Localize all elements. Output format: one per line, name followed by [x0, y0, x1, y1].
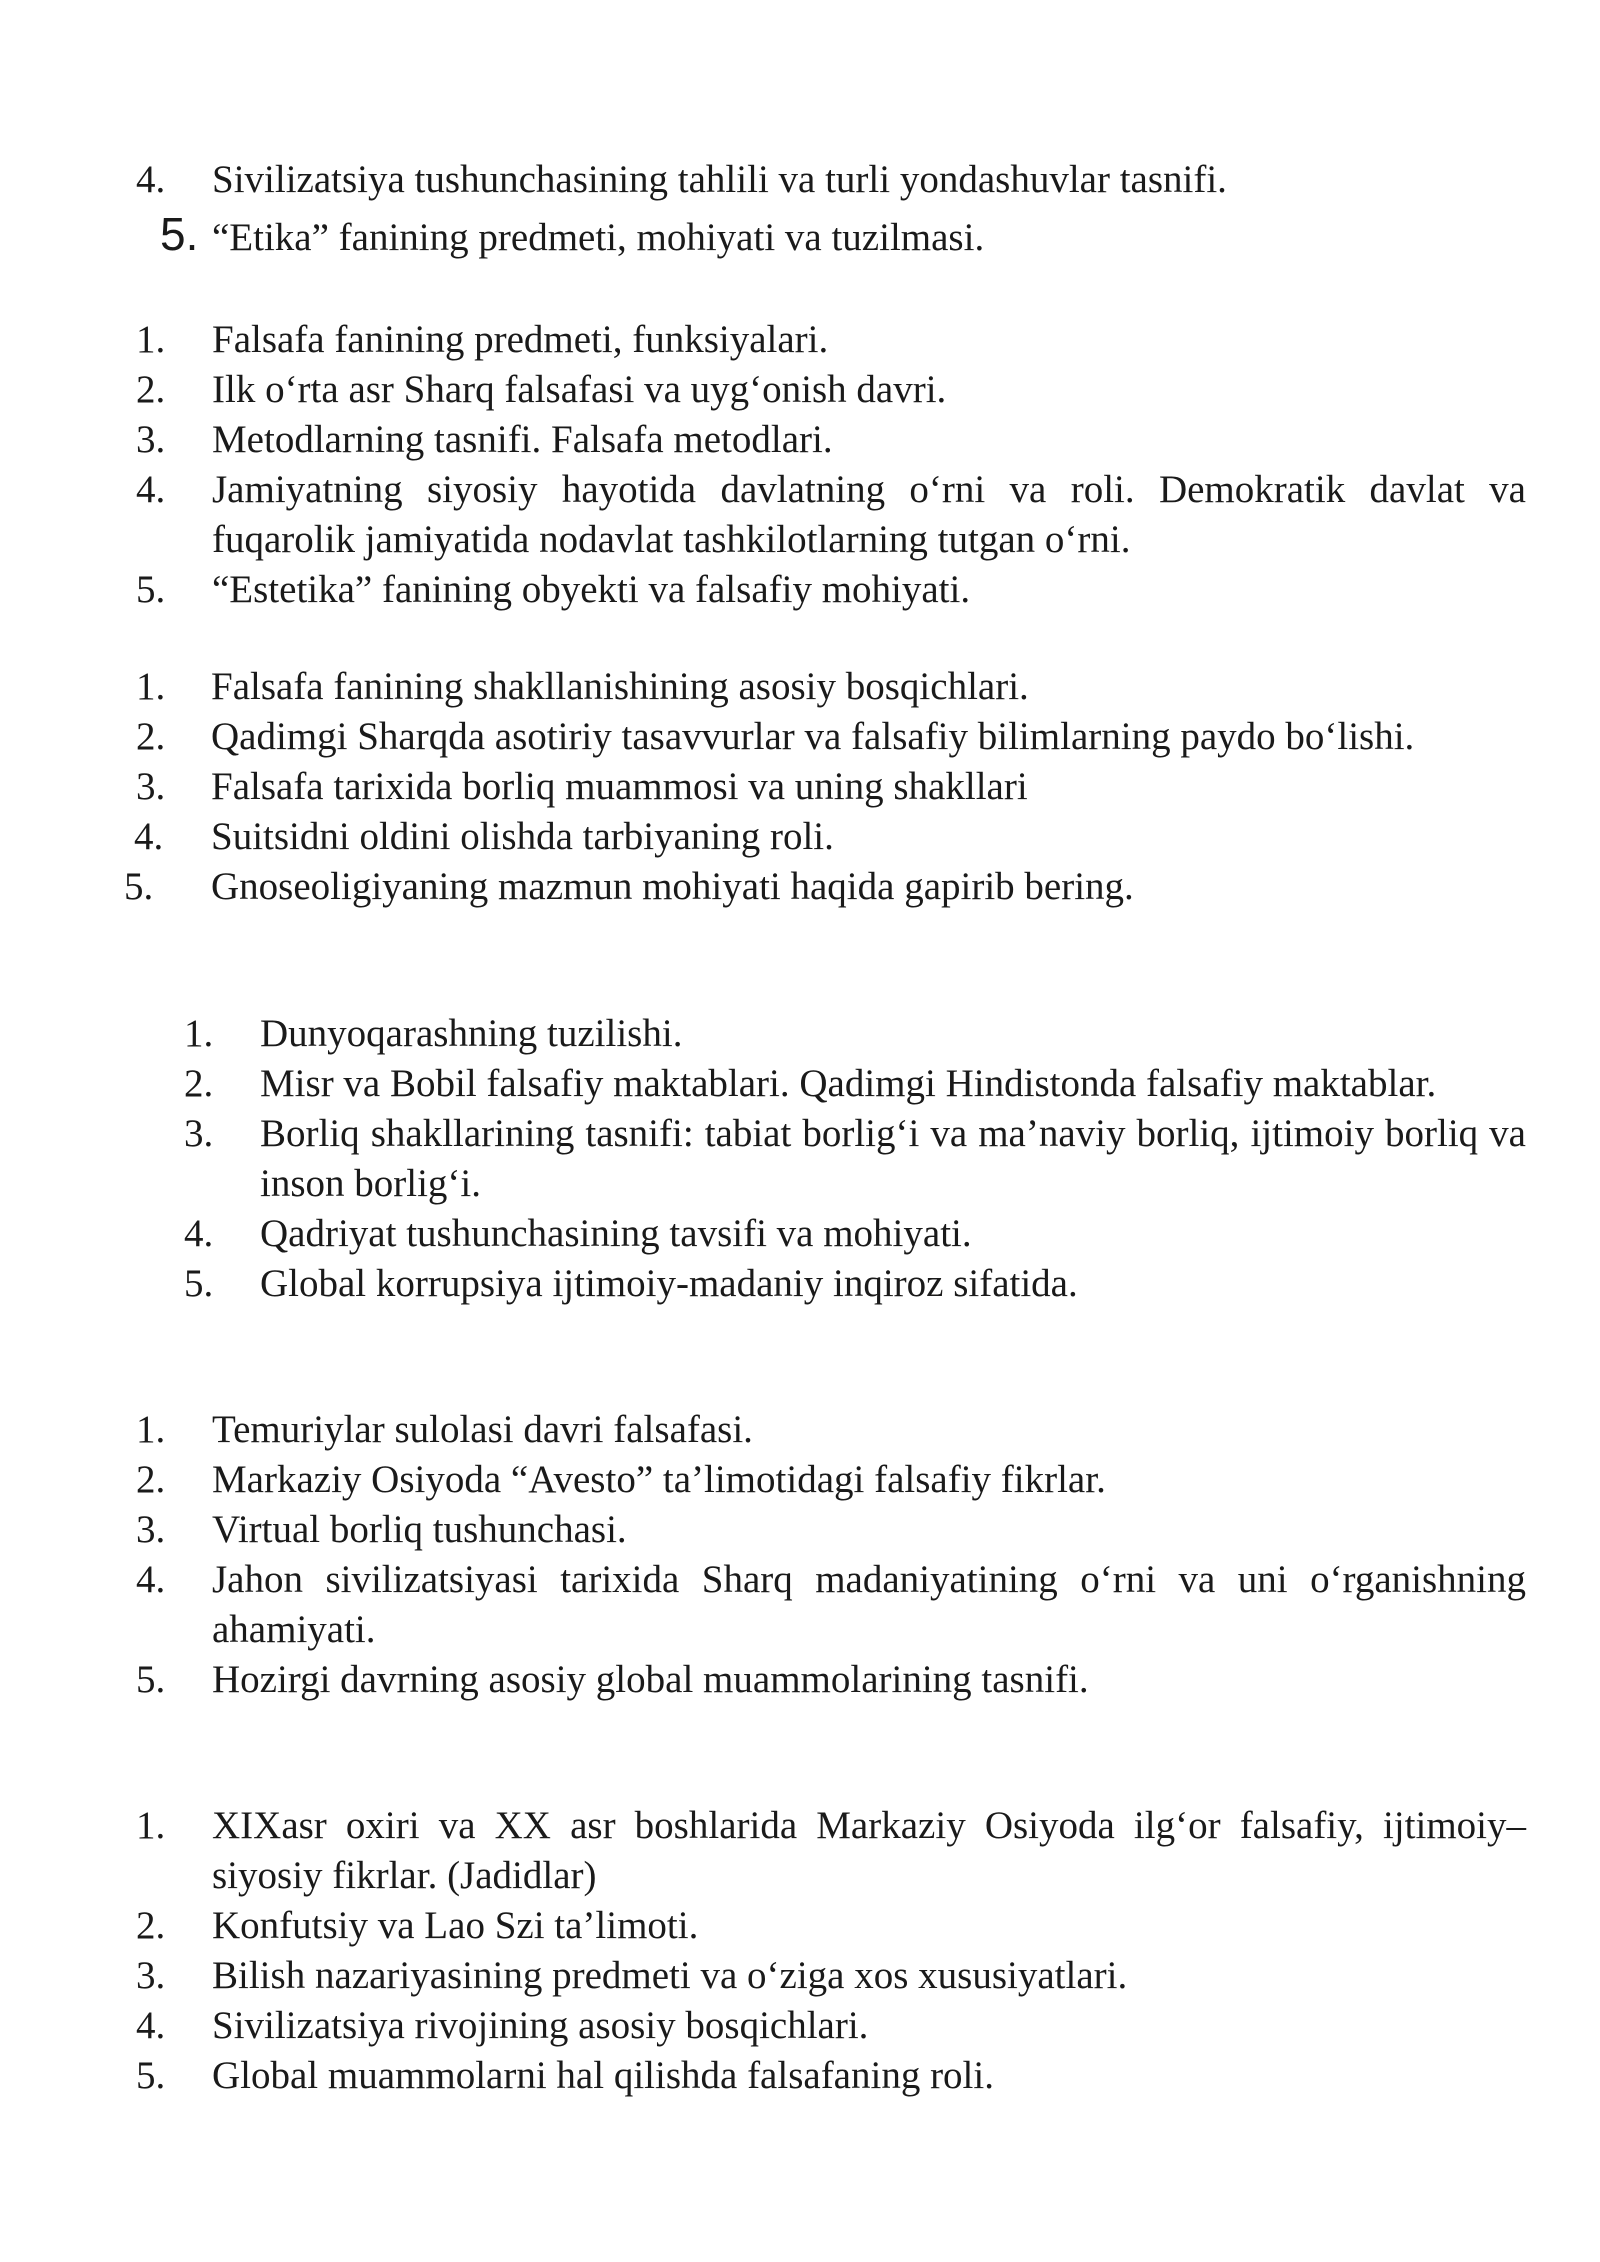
item-text: Global muammolarni hal qilishda falsafaning roli.: [212, 2054, 994, 2097]
item-text: Qadriyat tushunchasining tavsifi va mohiyati.: [260, 1212, 972, 1255]
item-text: Markaziy Osiyoda “Avesto” ta’limotidagi falsafiy fikrlar.: [212, 1458, 1106, 1501]
list-item: [0, 155, 1600, 205]
item-number: 4.: [136, 2004, 166, 2047]
item-number: 1.: [136, 1804, 166, 1847]
item-number: 1.: [136, 1408, 166, 1451]
item-text: Misr va Bobil falsafiy maktablari. Qadimgi Hindistonda falsafiy maktablar.: [260, 1062, 1437, 1105]
item-text: Ilk o‘rta asr Sharq falsafasi va uyg‘onish davri.: [212, 368, 947, 411]
list-item: [0, 862, 1600, 912]
list-item: [0, 2001, 1600, 2051]
item-text: Metodlarning tasnifi. Falsafa metodlari.: [212, 418, 833, 461]
item-text: Virtual borliq tushunchasi.: [212, 1508, 627, 1551]
item-number: 4.: [184, 1212, 214, 1255]
list-item: [0, 1505, 1600, 1555]
item-number: 5.: [136, 1658, 166, 1701]
item-number: 1.: [136, 665, 166, 708]
list-item: [0, 365, 1600, 415]
list-item: [0, 662, 1600, 712]
list-item: [0, 1455, 1600, 1505]
item-text: Qadimgi Sharqda asotiriy tasavvurlar va falsafiy bilimlarning paydo bo‘lishi.: [211, 715, 1415, 758]
item-number: 1.: [136, 318, 166, 361]
item-text: “Estetika” fanining obyekti va falsafiy mohiyati.: [212, 568, 971, 611]
item-number: 2.: [136, 1904, 166, 1947]
list-item: [0, 1655, 1600, 1705]
list-item: [0, 1555, 1600, 1655]
list-item: [0, 465, 1600, 565]
list-item: [0, 812, 1600, 862]
question-list-3: [0, 662, 1600, 912]
item-number: 3.: [136, 418, 166, 461]
item-text: Bilish nazariyasining predmeti va o‘ziga xos xususiyatlari.: [212, 1954, 1128, 1997]
list-item: [0, 762, 1600, 812]
list-item: [0, 1405, 1600, 1455]
item-text: Falsafa tarixida borliq muammosi va uning shakllari: [211, 765, 1028, 808]
list-item: [0, 1951, 1600, 2001]
item-text: Hozirgi davrning asosiy global muammolarining tasnifi.: [212, 1658, 1089, 1701]
item-number: 3.: [136, 1954, 166, 1997]
list-item: [0, 315, 1600, 365]
list-item: [0, 2051, 1600, 2101]
item-text: Borliq shakllarining tasnifi: tabiat borlig‘i va ma’naviy borliq, ijtimoiy borliq va inson borlig‘i.: [260, 1112, 1526, 1205]
question-list-4: [0, 1009, 1600, 1309]
list-item: [0, 415, 1600, 465]
list-item: [0, 1009, 1600, 1059]
item-text: Sivilizatsiya rivojining asosiy bosqichlari.: [212, 2004, 869, 2047]
item-number: 3.: [184, 1112, 214, 1155]
item-number: 4.: [134, 815, 164, 858]
item-number: 5.: [124, 865, 154, 908]
question-list-1: [0, 155, 1600, 263]
item-number: 4.: [136, 158, 166, 201]
item-text: Gnoseoligiyaning mazmun mohiyati haqida gapirib bering.: [211, 865, 1134, 908]
item-text: Sivilizatsiya tushunchasining tahlili va turli yondashuvlar tasnifi.: [212, 158, 1227, 201]
list-item: [0, 1259, 1600, 1309]
item-number: 3.: [136, 765, 166, 808]
item-text: Dunyoqarashning tuzilishi.: [260, 1012, 683, 1055]
item-number: 3.: [136, 1508, 166, 1551]
item-number: 5.: [160, 208, 199, 260]
item-text: Suitsidni oldini olishda tarbiyaning roli.: [211, 815, 834, 858]
list-item: [0, 208, 1600, 263]
list-item: [0, 1059, 1600, 1109]
item-text: Falsafa fanining shakllanishining asosiy bosqichlari.: [211, 665, 1029, 708]
question-list-2: [0, 315, 1600, 615]
question-list-5: [0, 1405, 1600, 1705]
list-item: [0, 1109, 1600, 1209]
item-number: 5.: [184, 1262, 214, 1305]
list-item: [0, 712, 1600, 762]
item-number: 2.: [136, 368, 166, 411]
item-text: XIXasr oxiri va XX asr boshlarida Markaziy Osiyoda ilg‘or falsafiy, ijtimoiy–siyosiy fikrlar. (Jadidlar): [212, 1804, 1526, 1897]
item-number: 5.: [136, 568, 166, 611]
list-item: [0, 565, 1600, 615]
item-number: 1.: [184, 1012, 214, 1055]
item-number: 5.: [136, 2054, 166, 2097]
item-number: 2.: [184, 1062, 214, 1105]
item-number: 2.: [136, 1458, 166, 1501]
item-text: “Etika” fanining predmeti, mohiyati va tuzilmasi.: [212, 216, 985, 259]
item-text: Temuriylar sulolasi davri falsafasi.: [212, 1408, 753, 1451]
list-item: [0, 1901, 1600, 1951]
question-list-6: [0, 1801, 1600, 2101]
item-text: Falsafa fanining predmeti, funksiyalari.: [212, 318, 829, 361]
item-number: 4.: [136, 468, 166, 511]
item-number: 4.: [136, 1558, 166, 1601]
list-item: [0, 1209, 1600, 1259]
item-number: 2.: [136, 715, 166, 758]
item-text: Global korrupsiya ijtimoiy-madaniy inqiroz sifatida.: [260, 1262, 1078, 1305]
item-text: Jahon sivilizatsiyasi tarixida Sharq madaniyatining o‘rni va uni o‘rganishning ahamiyati.: [212, 1558, 1526, 1651]
item-text: Jamiyatning siyosiy hayotida davlatning o‘rni va roli. Demokratik davlat va fuqarolik jamiyatida nodavlat tashkilotlarning tutgan o‘rni.: [212, 468, 1526, 561]
list-item: [0, 1801, 1600, 1901]
item-text: Konfutsiy va Lao Szi ta’limoti.: [212, 1904, 699, 1947]
